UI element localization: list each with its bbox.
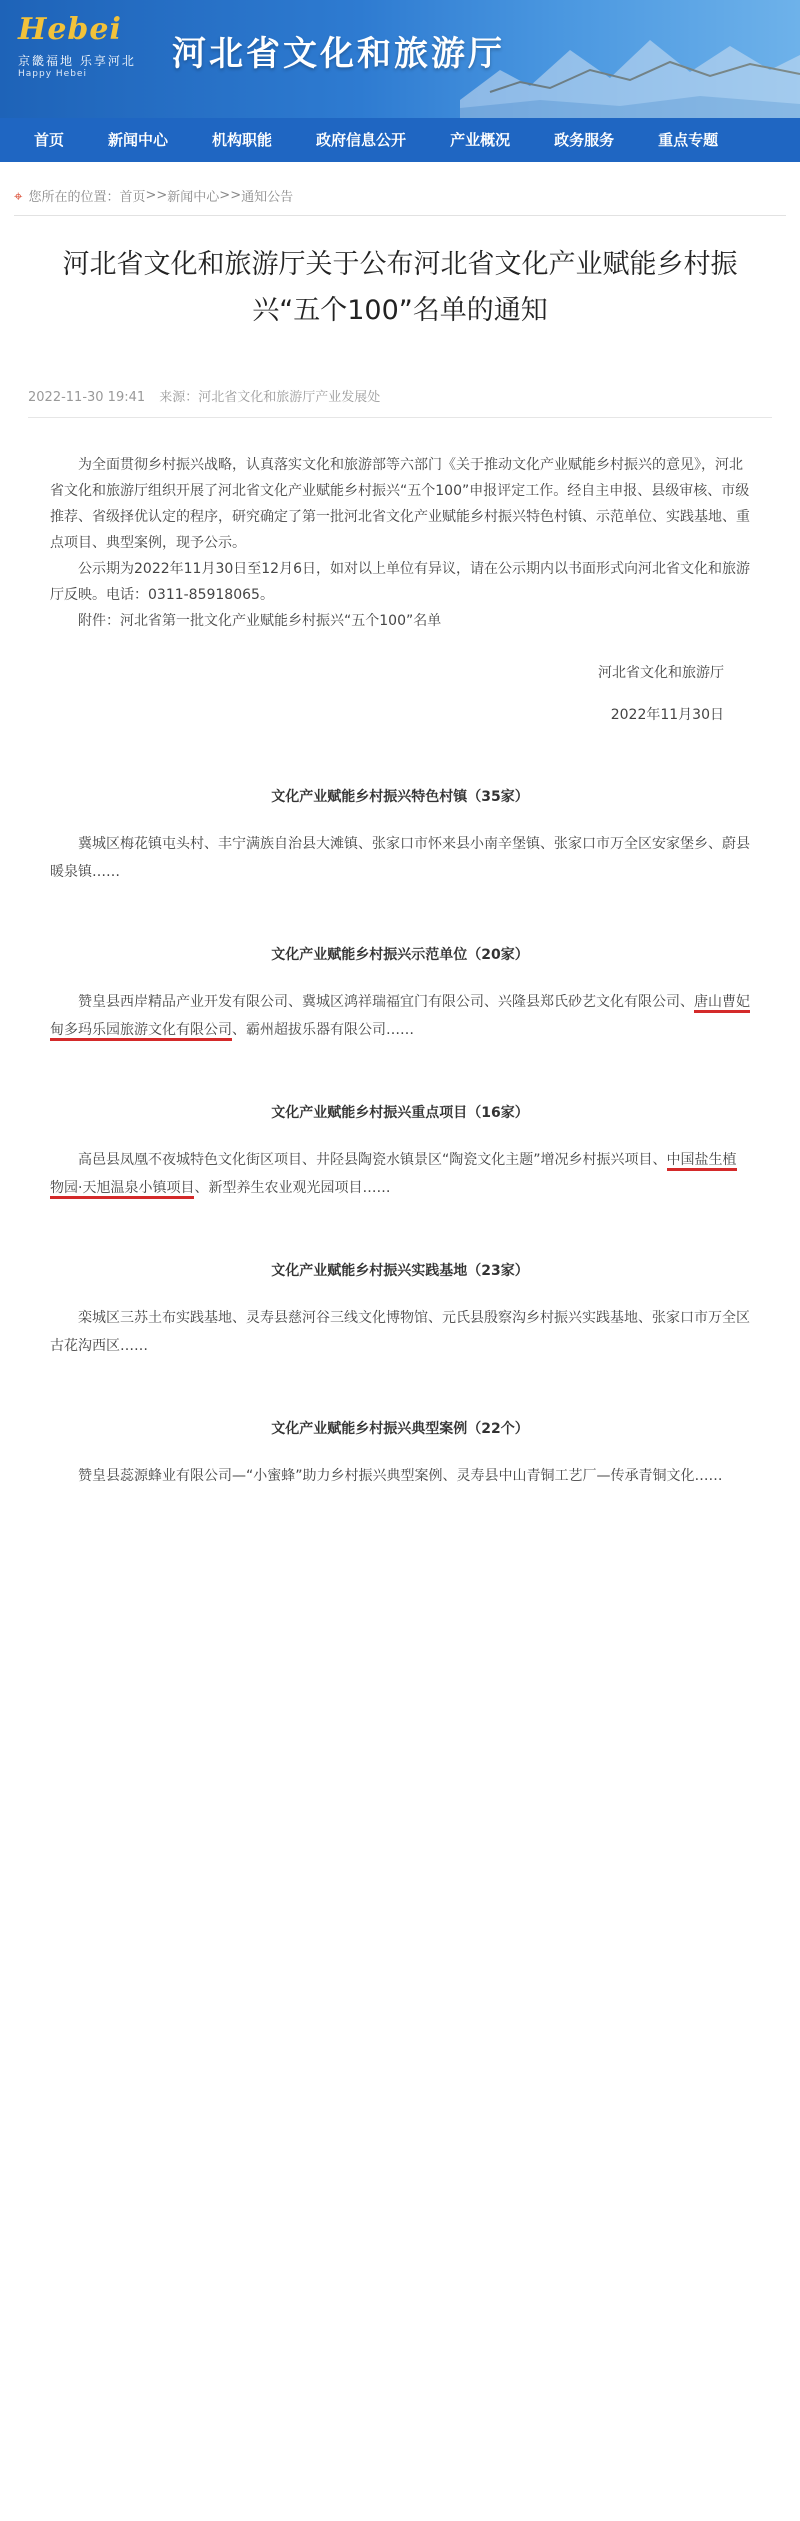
section-heading: 文化产业赋能乡村振兴重点项目（16家） <box>271 1105 529 1121</box>
breadcrumb-separator: >> <box>219 188 242 203</box>
list-section <box>50 784 750 886</box>
article-source: 来源：河北省文化和旅游厅产业发展处 <box>159 390 381 405</box>
breadcrumb-separator: >> <box>145 188 168 203</box>
section-text: 赞皇县西岸精品产业开发有限公司、冀城区鸿祥瑞福宜门有限公司、兴隆县郑氏砂艺文化有限公司、 <box>78 994 694 1010</box>
underlined-entry: 中国盐生植物园·天旭温泉小镇项目 <box>50 1152 737 1199</box>
nav-item-home[interactable]: 首页 <box>34 131 65 149</box>
article-meta <box>28 386 772 418</box>
article-title: 河北省文化和旅游厅关于公布河北省文化产业赋能乡村振兴“五个100”名单的通知 <box>62 249 738 326</box>
list-section <box>50 1258 750 1360</box>
nav-item-disclosure[interactable]: 政府信息公开 <box>316 131 407 149</box>
signature-block <box>50 660 724 728</box>
breadcrumb-current[interactable]: 通知公告 <box>241 190 294 205</box>
nav-item-services[interactable]: 政务服务 <box>554 131 615 149</box>
great-wall-mountains-graphic <box>460 0 800 118</box>
section-body: 栾城区三苏土布实践基地、灵寿县慈河谷三线文化博物馆、元氏县殷察沟乡村振兴实践基地、张家口市万全区古花沟西区…… <box>50 1310 750 1354</box>
nav-item-functions[interactable]: 机构职能 <box>212 131 273 149</box>
signature-date: 2022年11月30日 <box>610 707 724 723</box>
section-text: 、霸州超拔乐器有限公司…… <box>232 1022 414 1038</box>
nav-item-industry[interactable]: 产业概况 <box>450 131 511 149</box>
list-section <box>50 1416 750 1490</box>
site-logo[interactable] <box>18 10 168 80</box>
article-body <box>50 452 750 1490</box>
logo-slogan-en: Happy Hebei <box>18 69 87 79</box>
underlined-entry: 唐山曹妃甸多玛乐园旅游文化有限公司 <box>50 994 750 1041</box>
main-nav <box>0 118 800 162</box>
list-section <box>50 1100 750 1202</box>
article-date: 2022-11-30 19:41 <box>28 390 146 405</box>
breadcrumb <box>14 176 786 216</box>
nav-item-news[interactable]: 新闻中心 <box>108 131 169 149</box>
attachment-line: 附件：河北省第一批文化产业赋能乡村振兴“五个100”名单 <box>78 613 442 629</box>
logo-slogan-cn: 京畿福地 乐享河北 <box>18 54 136 68</box>
section-body: 赞皇县蕊源蜂业有限公司—“小蜜蜂”助力乡村振兴典型案例、灵寿县中山青铜工艺厂—传承青铜文化…… <box>78 1468 723 1484</box>
signature-org: 河北省文化和旅游厅 <box>598 665 724 681</box>
paragraph: 公示期为2022年11月30日至12月6日，如对以上单位有异议，请在公示期内以书面形式向河北省文化和旅游厅反映。电话：0311-85918065。 <box>50 561 750 603</box>
breadcrumb-prefix: 您所在的位置： <box>28 190 120 205</box>
section-body <box>50 988 750 1044</box>
section-body: 冀城区梅花镇屯头村、丰宁满族自治县大滩镇、张家口市怀来县小南辛堡镇、张家口市万全区安家堡乡、蔚县暖泉镇…… <box>50 836 750 880</box>
nav-item-topics[interactable]: 重点专题 <box>658 131 719 149</box>
section-heading: 文化产业赋能乡村振兴特色村镇（35家） <box>271 789 529 805</box>
section-text: 、新型养生农业观光园项目…… <box>194 1180 391 1196</box>
list-section <box>50 942 750 1044</box>
paragraph: 为全面贯彻乡村振兴战略，认真落实文化和旅游部等六部门《关于推动文化产业赋能乡村振兴的意见》，河北省文化和旅游厅组织开展了河北省文化产业赋能乡村振兴“五个100”申报评定工作。经自主申报、县级审核、市级推荐、省级择优认定的程序，研究确定了第一批河北省文化产业赋能乡村振兴特色村镇、示范单位、实践基地、重点项目、典型案例，现予公示。 <box>50 457 750 551</box>
breadcrumb-home-link[interactable]: 首页 <box>119 190 146 205</box>
site-header <box>0 0 800 118</box>
section-body <box>50 1146 750 1202</box>
section-heading: 文化产业赋能乡村振兴实践基地（23家） <box>271 1263 529 1279</box>
logo-wordmark: Hebei <box>18 12 122 47</box>
location-pin-icon: ⌖ <box>14 186 23 205</box>
site-title: 河北省文化和旅游厅 <box>172 34 505 74</box>
section-heading: 文化产业赋能乡村振兴典型案例（22个） <box>271 1421 529 1437</box>
section-text: 高邑县凤凰不夜城特色文化街区项目、井陉县陶瓷水镇景区“陶瓷文化主题”增况乡村振兴项目、 <box>78 1152 667 1168</box>
section-heading: 文化产业赋能乡村振兴示范单位（20家） <box>271 947 529 963</box>
breadcrumb-news-link[interactable]: 新闻中心 <box>167 190 220 205</box>
